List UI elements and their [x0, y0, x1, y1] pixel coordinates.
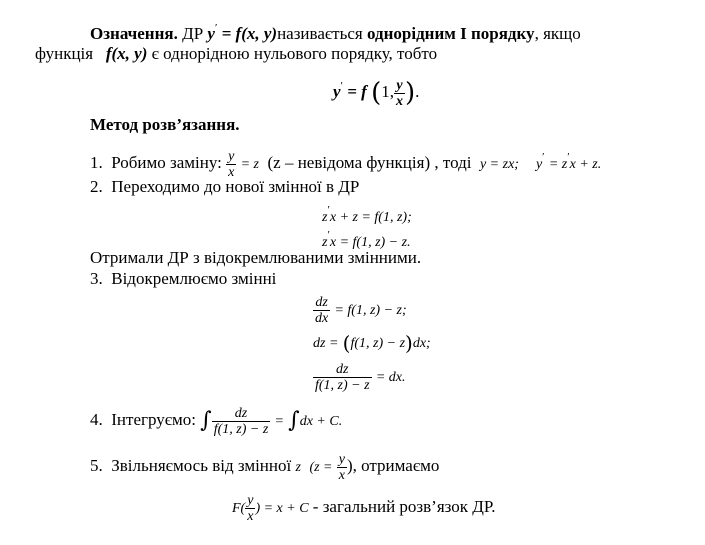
bold-term: однорідним I порядку — [366, 24, 535, 43]
step-2-label: 2. — [90, 177, 103, 196]
method-heading: Метод розв’язання. — [90, 115, 240, 134]
step-1-f2a: y — [535, 157, 543, 172]
line2-b: є однорідною нульового порядку, тобто — [151, 44, 438, 63]
text-b: , якщо — [534, 24, 581, 43]
step-1: 1. Робимо заміну: $\frac{y}{x}$ = z (z – невідома функція) , тоді y = zx; y′ = z′x + z. — [90, 148, 602, 180]
definition-line-1: Означення. ДР y′ = f(x, y)називається однорідним I порядку, якщо — [90, 22, 581, 43]
display-equation: y′ = f (1, $\frac{y}{x}$ ). — [333, 77, 420, 109]
separable-statement: Отримали ДР з відокремлюваними змінними. — [90, 248, 422, 267]
line2-f: f(x, y) — [105, 44, 148, 63]
definition-term: Означення. — [90, 24, 178, 43]
step-3-eq-3: $\frac{dz}{f(1, z) - z}$ = dx. — [315, 361, 406, 393]
integral-sign-2: ∫ — [288, 408, 300, 434]
dr-label: ДР — [182, 24, 204, 43]
display-lhs: y — [333, 82, 341, 101]
step-5: 5. Звільняємось від змінної z (z = $\frac{y}{x}$ ), отримаємо — [90, 451, 440, 483]
integral-sign: ∫ — [200, 408, 212, 434]
eq-rhs: = f(x, y) — [221, 24, 278, 43]
definition-line-2 — [35, 43, 437, 65]
step-1-f1: y = zx; — [479, 157, 519, 172]
step-2 — [90, 176, 359, 198]
step-1-text: Робимо заміну: — [111, 153, 222, 172]
step-5-label: 5. — [90, 456, 103, 475]
display-end: . — [415, 82, 420, 101]
step-3-eq-1: $\frac{dz}{dx}$ = f(1, z) − z; — [315, 294, 407, 326]
step-1-note: (z – невідома функція) , тоді — [267, 153, 472, 172]
eq-lhs: y — [207, 24, 215, 43]
final-solution: F( $\frac{y}{x}$ ) = x + C - загальний розв’язок ДР. — [232, 492, 496, 524]
step-3-text: Відокремлюємо змінні — [111, 269, 277, 288]
display-eq: = f — [347, 82, 367, 101]
final-text: - загальний розв’язок ДР. — [312, 497, 496, 516]
step-5-text: Звільняємось від змінної — [111, 456, 292, 475]
step-1-f2b: = z — [548, 157, 568, 172]
step-1-eqz: = z — [240, 157, 259, 172]
step-1-frac: $\frac{y}{x}$ — [228, 148, 235, 180]
step-4-label: 4. — [90, 410, 103, 429]
display-frac: $\frac{y}{x}$ — [395, 77, 403, 109]
display-one: 1, — [381, 82, 394, 101]
step-2-eq-2: z′x = f(1, z) − z. — [322, 229, 411, 250]
step-1-label: 1. — [90, 153, 103, 172]
step-3 — [90, 268, 276, 290]
step-4-text: Інтегруємо: — [111, 410, 197, 429]
text-a: називається — [277, 24, 363, 43]
step-1-f2c: x + z. — [569, 157, 602, 172]
step-2-eq-1: z′x + z = f(1, z); — [322, 204, 412, 225]
step-4: 4. Інтегруємо: ∫ $\frac{dz}{f(1, z) - z}$ = ∫dx + C. — [90, 405, 343, 437]
step-3-eq-2: dz = (f(1, z) − z)dx; — [313, 331, 431, 356]
step-2-text: Переходимо до нової змінної в ДР — [111, 177, 360, 196]
step-3-label: 3. — [90, 269, 103, 288]
line2-a: функція — [35, 44, 94, 63]
